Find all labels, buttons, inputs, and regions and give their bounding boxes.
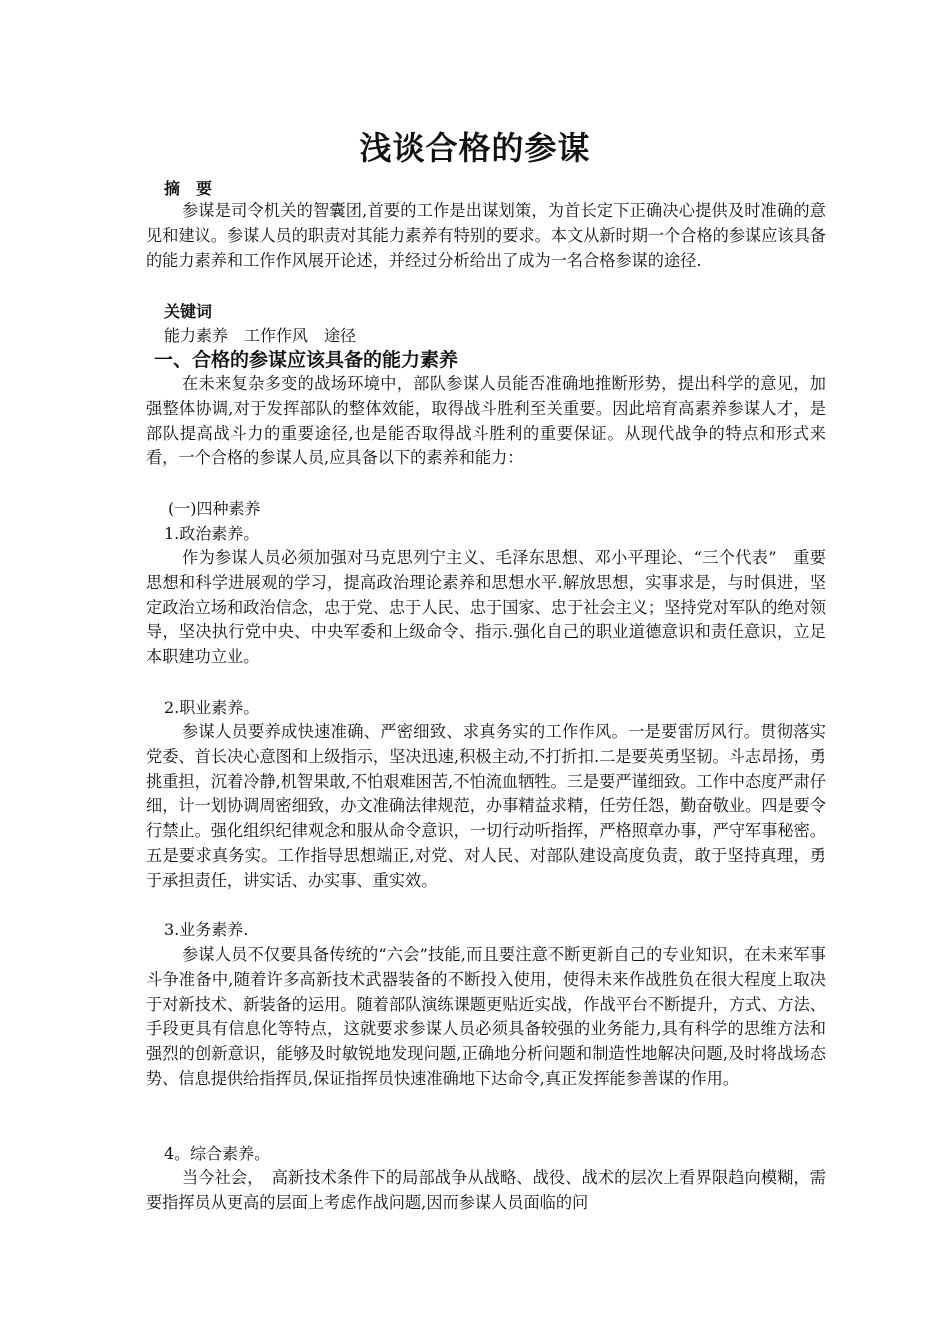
keywords-label: 关键词 <box>164 302 213 321</box>
document-title: 浅谈合格的参谋 <box>359 129 591 167</box>
item4-label: 4。综合素养。 <box>164 1144 271 1163</box>
item2-text: 参谋人员要养成快速准确、严密细致、求真务实的工作作风。一是要雷厉风行。贯彻落实党委、首长决心意图和上级指示，坚决迅速,积极主动,不打折扣.二是要英勇坚韧。斗志昂扬，勇挑重担，沉着冷静,机智果敢,不怕艰难困苦,不怕流血牺牲。三是要严谨细致。工作中态度严肃仔细，计一划协调周密细致，办文准确法律规范，办事精益求精，任劳任怨，勤奋敬业。四是要令行禁止。强化组织纪律观念和服从命令意识，一切行动听指挥，严格照章办事，严守军事秘密。五是要求真务实。工作指导思想端正,对党、对人民、对部队建设高度负责，敢于坚持真理，勇于承担责任，讲实话、办实事、重实效。 <box>146 722 826 890</box>
item2-label: 2.职业素养。 <box>164 698 260 717</box>
subsection-label: (一)四种素养 <box>168 499 261 518</box>
abstract-text: 参谋是司令机关的智囊团,首要的工作是出谋划策，为首长定下正确决心提供及时准确的意见和建议。参谋人员的职责对其能力素养有特别的要求。本文从新时期一个合格的参谋应该具备的能力素养和工作作风展开论述，并经过分析给出了成为一名合格参谋的途径. <box>146 201 826 270</box>
keywords-text: 能力素养 工作作风 途径 <box>164 326 357 345</box>
section1-heading: 一、合格的参谋应该具备的能力素养 <box>154 349 459 371</box>
item3-text: 参谋人员不仅要具备传统的“六会”技能,而且要注意不断更新自己的专业知识，在未来军事斗争准备中,随着许多高新技术武器装备的不断投入使用，使得未来作战胜负在很大程度上取决于对新技术、新装备的运用。随着部队演练课题更贴近实战，作战平台不断提升，方式、方法、手段更具有信息化等特点，这就要求参谋人员必须具备较强的业务能力,具有科学的思维方法和强烈的创新意识，能够及时敏锐地发现问题,正确地分析问题和制造性地解决问题,及时将战场态势、信息提供给指挥员,保证指挥员快速准确地下达命令,真正发挥能参善谋的作用。 <box>146 945 826 1088</box>
section1-intro: 在未来复杂多变的战场环境中，部队参谋人员能否准确地推断形势，提出科学的意见，加强整体协调,对于发挥部队的整体效能，取得战斗胜利至关重要。因此培育高素养参谋人才，是部队提高战斗力的重要途径,也是能否取得战斗胜利的重要保证。从现代战争的特点和形式来看，一个合格的参谋人员,应具备以下的素养和能力： <box>146 374 826 468</box>
abstract-label: 摘 要 <box>164 179 213 198</box>
item4-text: 当今社会， 高新技术条件下的局部战争从战略、战役、战术的层次上看界限趋向模糊，需要指挥员从更高的层面上考虑作战问题,因而参谋人员面临的问 <box>146 1168 826 1212</box>
item1-label: 1.政治素养。 <box>164 524 260 543</box>
item3-label: 3.业务素养. <box>164 920 249 939</box>
item1-text: 作为参谋人员必须加强对马克思列宁主义、毛泽东思想、邓小平理论、“三个代表” 重要思想和科学进展观的学习，提高政治理论素养和思想水平.解放思想，实事求是，与时俱进，坚定政治立场和政治信念，忠于党、忠于人民、忠于国家、忠于社会主义；坚持党对军队的绝对领导，坚决执行党中央、中央军委和上级命令、指示.强化自己的职业道德意识和责任意识，立足本职建功立业。 <box>146 548 826 667</box>
